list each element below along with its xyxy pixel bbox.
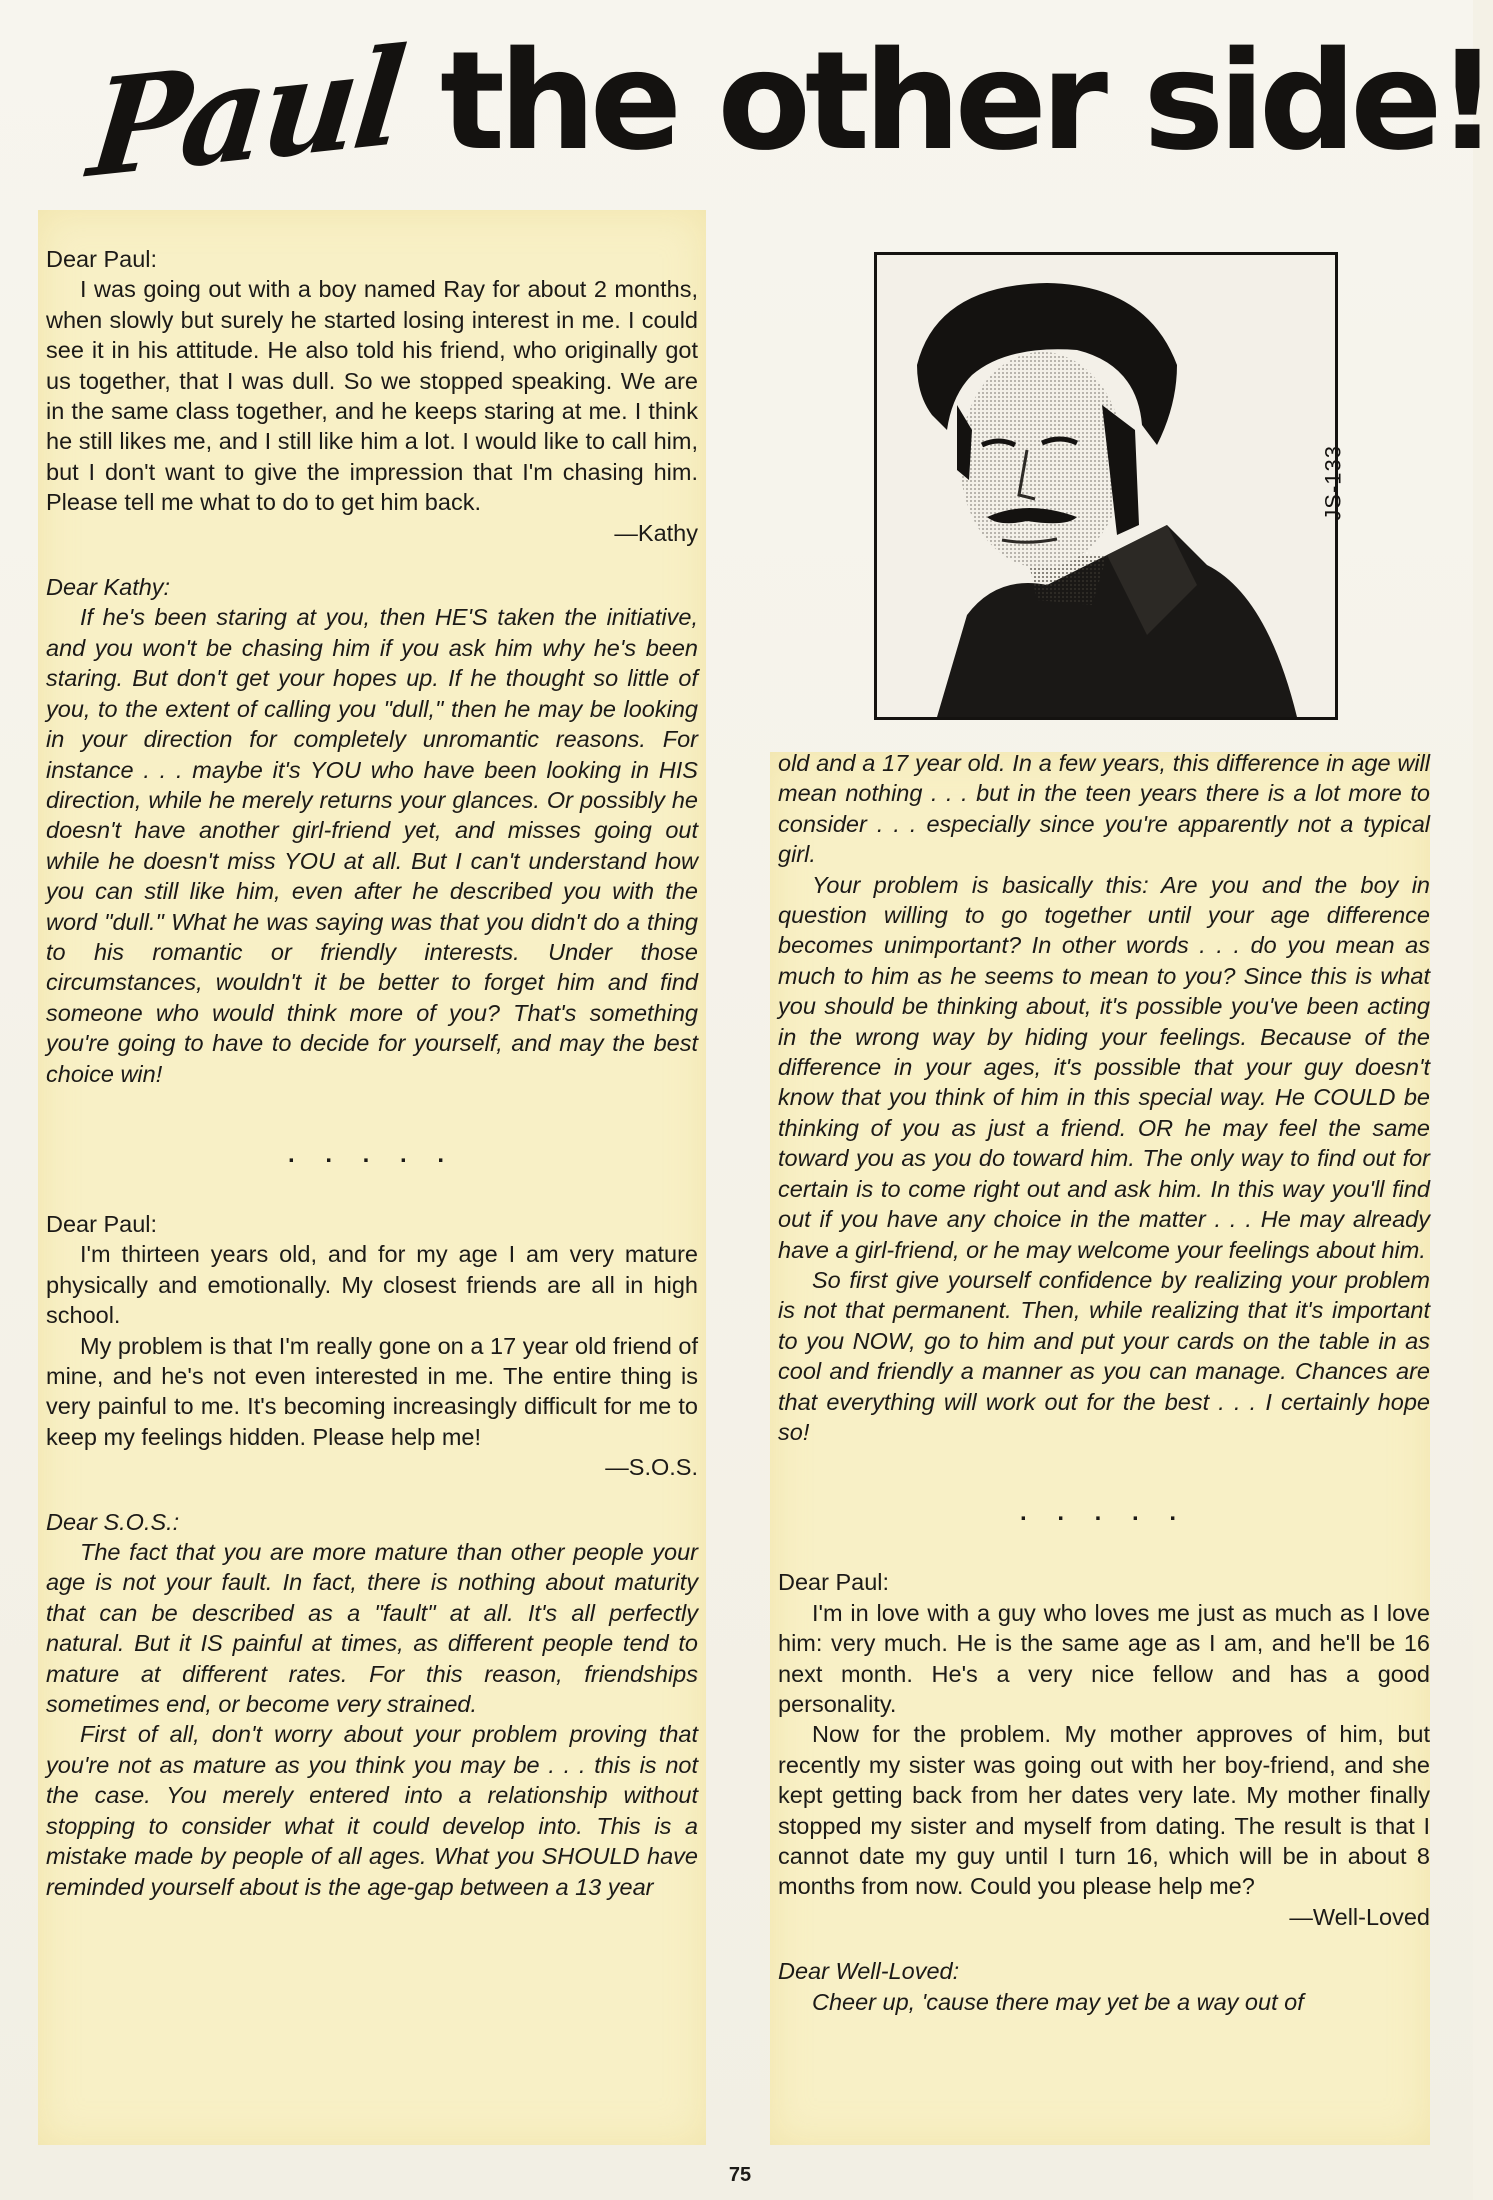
letter3-paragraph: I'm in love with a guy who loves me just as much as I love him: very much. He is the same age as I am, and he'll be 16 next month. He's a very nice fellow and has a good personality. <box>778 1599 1430 1717</box>
letter1-signature: —Kathy <box>614 519 698 546</box>
left-column <box>46 244 698 1902</box>
letter3-signature: —Well-Loved <box>1289 1903 1430 1930</box>
letter2-signature: —S.O.S. <box>605 1454 698 1481</box>
reply3-salutation: Dear Well-Loved: <box>778 1958 960 1985</box>
right-column <box>778 748 1430 2017</box>
reply1-salutation: Dear Kathy: <box>46 574 171 601</box>
columnist-portrait-illustration <box>877 255 1335 717</box>
letter3-salutation: Dear Paul: <box>778 1569 890 1596</box>
reply2-continued-paragraph: old and a 17 year old. In a few years, this difference in age will mean nothing . . . but in the teen years there is a lot more to consider . . . especially since you're apparently not a typical girl. <box>778 750 1430 868</box>
section-divider: . . . . . <box>287 1140 456 1168</box>
column-name-script: Paul <box>82 18 409 209</box>
reply2-paragraph: The fact that you are more mature than other people your age is not your fault. In fact, there is nothing about maturity that can be described as a "fault" at all. It's all perfectly natural. But it IS painful at times, as different people tend to mature at different rates. For this reason, friendships sometimes end, or become very strained. <box>46 1539 698 1718</box>
letter1-body: I was going out with a boy named Ray for about 2 months, when slowly but surely he started losing interest in me. I could see it in his attitude. He also told his friend, who originally got us together, that I was dull. So we stopped speaking. We are in the same class together, and he keeps staring at me. I think he still likes me, and I still like him a lot. I would like to call him, but I don't want to give the impression that I'm chasing him. Please tell me what to do to get him back. <box>46 276 698 516</box>
reply3-body: Cheer up, 'cause there may yet be a way out of <box>812 1988 1304 2015</box>
reply2-continued-paragraph: Your problem is basically this: Are you and the boy in question willing to go together until your age difference becomes unimportant? In other words . . . do you mean as much to him as he seems to mean to you? Since this is what you should be thinking about, it's possible you've been acting in the wrong way by hiding your feelings. Because of the difference in your ages, it's possible that your guy doesn't know that you think of him in this special way. He COULD be thinking of you as just a friend. OR he may feel the same toward you as you do toward him. The only way to find out for certain is to come right out and ask him. In this way you'll find out if you have any choice in the matter . . . He may already have a girl-friend, or he may welcome your feelings about him. <box>778 871 1430 1263</box>
page-number: 75 <box>728 2164 752 2186</box>
reply2-paragraph: First of all, don't worry about your problem proving that you're not as mature as you think you may be . . . this is not the case. You merely entered into a relationship without stopping to consider what it could develop into. This is a mistake made by people of all ages. What you SHOULD have reminded yourself about is the age-gap between a 13 year <box>46 1721 698 1900</box>
reply2-salutation: Dear S.O.S.: <box>46 1508 180 1535</box>
section-divider: . . . . . <box>1019 1499 1188 1527</box>
page-headline: the other side! <box>440 23 1493 181</box>
letter2-salutation: Dear Paul: <box>46 1210 158 1237</box>
letter3-paragraph: Now for the problem. My mother approves of him, but recently my sister was going out with her boy-friend, and she kept getting back from her dates very late. My mother finally stopped my sister and myself from dating. The result is that I cannot date my guy until I turn 16, which will be in about 8 months from now. Could you please help me? <box>778 1721 1430 1900</box>
letter2-paragraph: I'm thirteen years old, and for my age I am very mature physically and emotionally. My closest friends are all in high school. <box>46 1241 698 1329</box>
reply1-body: If he's been staring at you, then HE'S taken the initiative, and you won't be chasing him if you ask him why he's been staring. But don't get your hopes up. If he thought so little of you, to the extent of calling you "dull," then he may be looking in your direction for completely unromantic reasons. For instance . . . maybe it's YOU who have been looking in HIS direction, while he merely returns your glances. Or possibly he doesn't have another girl-friend yet, and misses going out while he doesn't miss YOU at all. But I can't understand how you can still like him, even after he described you with the word "dull." What he was saying was that you didn't do a thing to his romantic or friendly interests. Under those circumstances, wouldn't it be better to forget him and find someone who would think more of you? That's something you're going to have to decide for yourself, and may the best choice win! <box>46 604 698 1087</box>
photo-reference-code: JS-133 <box>1321 445 1346 521</box>
masthead <box>80 18 1493 209</box>
letter1-salutation: Dear Paul: <box>46 246 158 272</box>
reply2-continued-paragraph: So first give yourself confidence by realizing your problem is not that permanent. Then, while realizing that it's important to you NOW, go to him and put your cards on the table in as cool and friendly a manner as you can manage. Chances are that everything will work out for the best . . . I certainly hope so! <box>778 1266 1430 1445</box>
columnist-photo <box>874 252 1346 720</box>
letter2-paragraph: My problem is that I'm really gone on a 17 year old friend of mine, and he's not even interested in me. The entire thing is very painful to me. It's becoming increasingly difficult for me to keep my feelings hidden. Please help me! <box>46 1332 698 1450</box>
